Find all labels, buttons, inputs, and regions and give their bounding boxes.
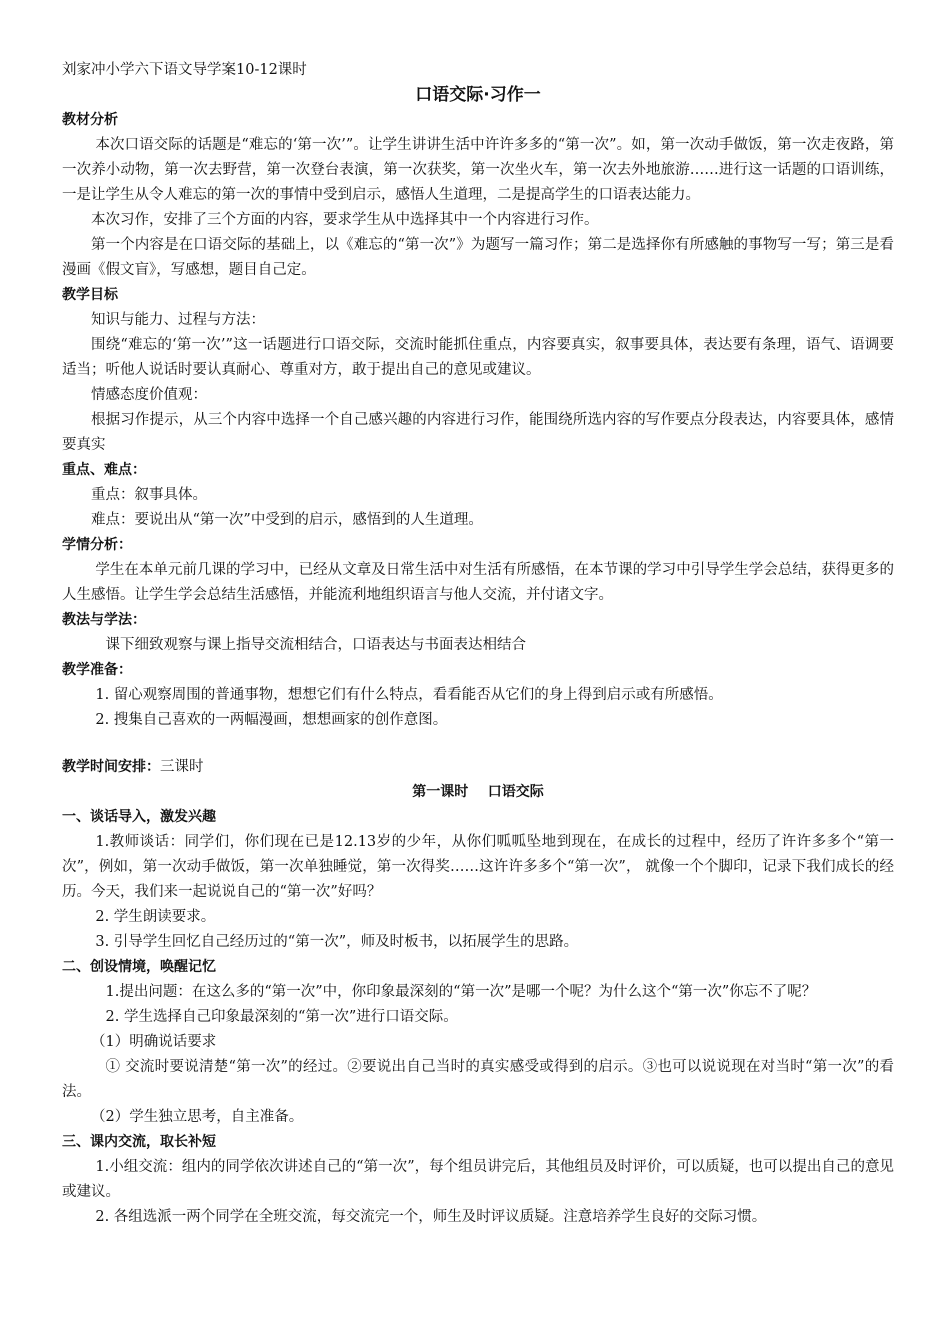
list-item: 1.提出问题：在这么多的“第一次”中，你印象最深刻的“第一次”是哪一个呢？为什么这个“第一次”你忘不了呢？ bbox=[105, 984, 817, 1000]
section-heading-scene: 二、创设情境，唤醒记忆 bbox=[62, 959, 216, 975]
document-page bbox=[62, 58, 894, 1230]
paragraph: 本次习作，安排了三个方面的内容，要求学生从中选择其中一个内容进行习作。 bbox=[91, 212, 599, 228]
schedule-line bbox=[62, 755, 894, 780]
section-heading-prep: 教学准备： bbox=[62, 662, 132, 678]
goal-label: 情感态度价值观： bbox=[91, 387, 207, 403]
schedule-value: 三课时 bbox=[160, 759, 204, 775]
section-heading-intro: 一、谈话导入，激发兴趣 bbox=[62, 809, 216, 825]
section-heading-analysis: 学情分析： bbox=[62, 537, 132, 553]
sub-item: （1）明确说话要求 bbox=[91, 1034, 217, 1050]
list-item: 1.教师谈话：同学们，你们现在已是12.13岁的少年，从你们呱呱坠地到现在，在成长的过程中，经历了许许多多个“第一次”，例如，第一次动手做饭，第一次单独睡觉，第一次得奖……这许许多多个“第一次”， 就像一个个脚印，记录下我们成长的经历。今天，我们来一起说说自己的“第一次”好吗？ bbox=[62, 834, 894, 900]
section-heading-method: 教法与学法： bbox=[62, 612, 146, 628]
paragraph: 课下细致观察与课上指导交流相结合，口语表达与书面表达相结合 bbox=[105, 637, 526, 653]
section-heading-textbook: 教材分析 bbox=[62, 112, 118, 128]
list-item: 2. 学生选择自己印象最深刻的“第一次”进行口语交际。 bbox=[105, 1009, 458, 1025]
list-item: 2. 各组选派一两个同学在全班交流，每交流完一个，师生及时评议质疑。注意培养学生良好的交际习惯。 bbox=[95, 1209, 767, 1225]
section-heading-exchange: 三、课内交流，取长补短 bbox=[62, 1134, 216, 1150]
paragraph: 学生在本单元前几课的学习中，已经从文章及日常生活中对生活有所感悟，在本节课的学习中引导学生学会总结，获得更多的人生感悟。让学生学会总结生活感悟，并能流利地组织语言与他人交流，并付诸文字。 bbox=[62, 562, 894, 603]
sub-item: （2）学生独立思考，自主准备。 bbox=[91, 1109, 304, 1125]
paragraph: 本次口语交际的话题是“难忘的‘第一次’”。让学生讲讲生活中许许多多的“第一次”。如，第一次动手做饭，第一次走夜路，第一次养小动物，第一次去野营，第一次登台表演，第一次获奖，第一次坐火车，第一次去外地旅游……进行这一话题的口语训练，一是让学生从令人难忘的第一次的事情中受到启示，感悟人生道理，二是提高学生的口语表达能力。 bbox=[62, 137, 894, 203]
section-heading-goals: 教学目标 bbox=[62, 287, 118, 303]
list-item: 3. 引导学生回忆自己经历过的“第一次”，师及时板书，以拓展学生的思路。 bbox=[95, 934, 579, 950]
lesson-title: 第一课时 口语交际 bbox=[412, 784, 544, 800]
prep-item: 1. 留心观察周围的普通事物，想想它们有什么特点，看看能否从它们的身上得到启示或有所感悟。 bbox=[95, 687, 723, 703]
list-item: 1.小组交流：组内的同学依次讲述自己的“第一次”，每个组员讲完后，其他组员及时评价，可以质疑，也可以提出自己的意见或建议。 bbox=[62, 1159, 894, 1200]
paragraph: 第一个内容是在口语交际的基础上，以《难忘的“第一次”》为题写一篇习作；第二是选择你有所感触的事物写一写；第三是看漫画《假文盲》，写感想，题目自己定。 bbox=[62, 237, 894, 278]
goal-label: 知识与能力、过程与方法： bbox=[91, 312, 265, 328]
document-header: 刘家冲小学六下语文导学案10-12课时 bbox=[62, 62, 307, 78]
paragraph: 围绕“难忘的‘第一次’”这一话题进行口语交际，交流时能抓住重点，内容要真实，叙事要具体，表达要有条理，语气、语调要适当；听他人说话时要认真耐心、尊重对方，敢于提出自己的意见或建议。 bbox=[62, 337, 894, 378]
page-title: 口语交际·习作一 bbox=[415, 85, 541, 105]
paragraph: 根据习作提示，从三个内容中选择一个自己感兴趣的内容进行习作，能围绕所选内容的写作要点分段表达，内容要具体，感情要真实 bbox=[62, 412, 894, 453]
list-item: 2. 学生朗读要求。 bbox=[95, 909, 216, 925]
prep-item: 2. 搜集自己喜欢的一两幅漫画，想想画家的创作意图。 bbox=[95, 712, 448, 728]
schedule-label: 教学时间安排： bbox=[62, 759, 160, 775]
key-difficulty: 难点：要说出从“第一次”中受到的启示，感悟到的人生道理。 bbox=[91, 512, 483, 528]
key-focus: 重点：叙事具体。 bbox=[91, 487, 207, 503]
sub-item-text: ① 交流时要说清楚“第一次”的经过。②要说出自己当时的真实感受或得到的启示。③也可以说说现在对当时“第一次”的看法。 bbox=[62, 1059, 894, 1100]
section-heading-key: 重点、难点： bbox=[62, 462, 146, 478]
